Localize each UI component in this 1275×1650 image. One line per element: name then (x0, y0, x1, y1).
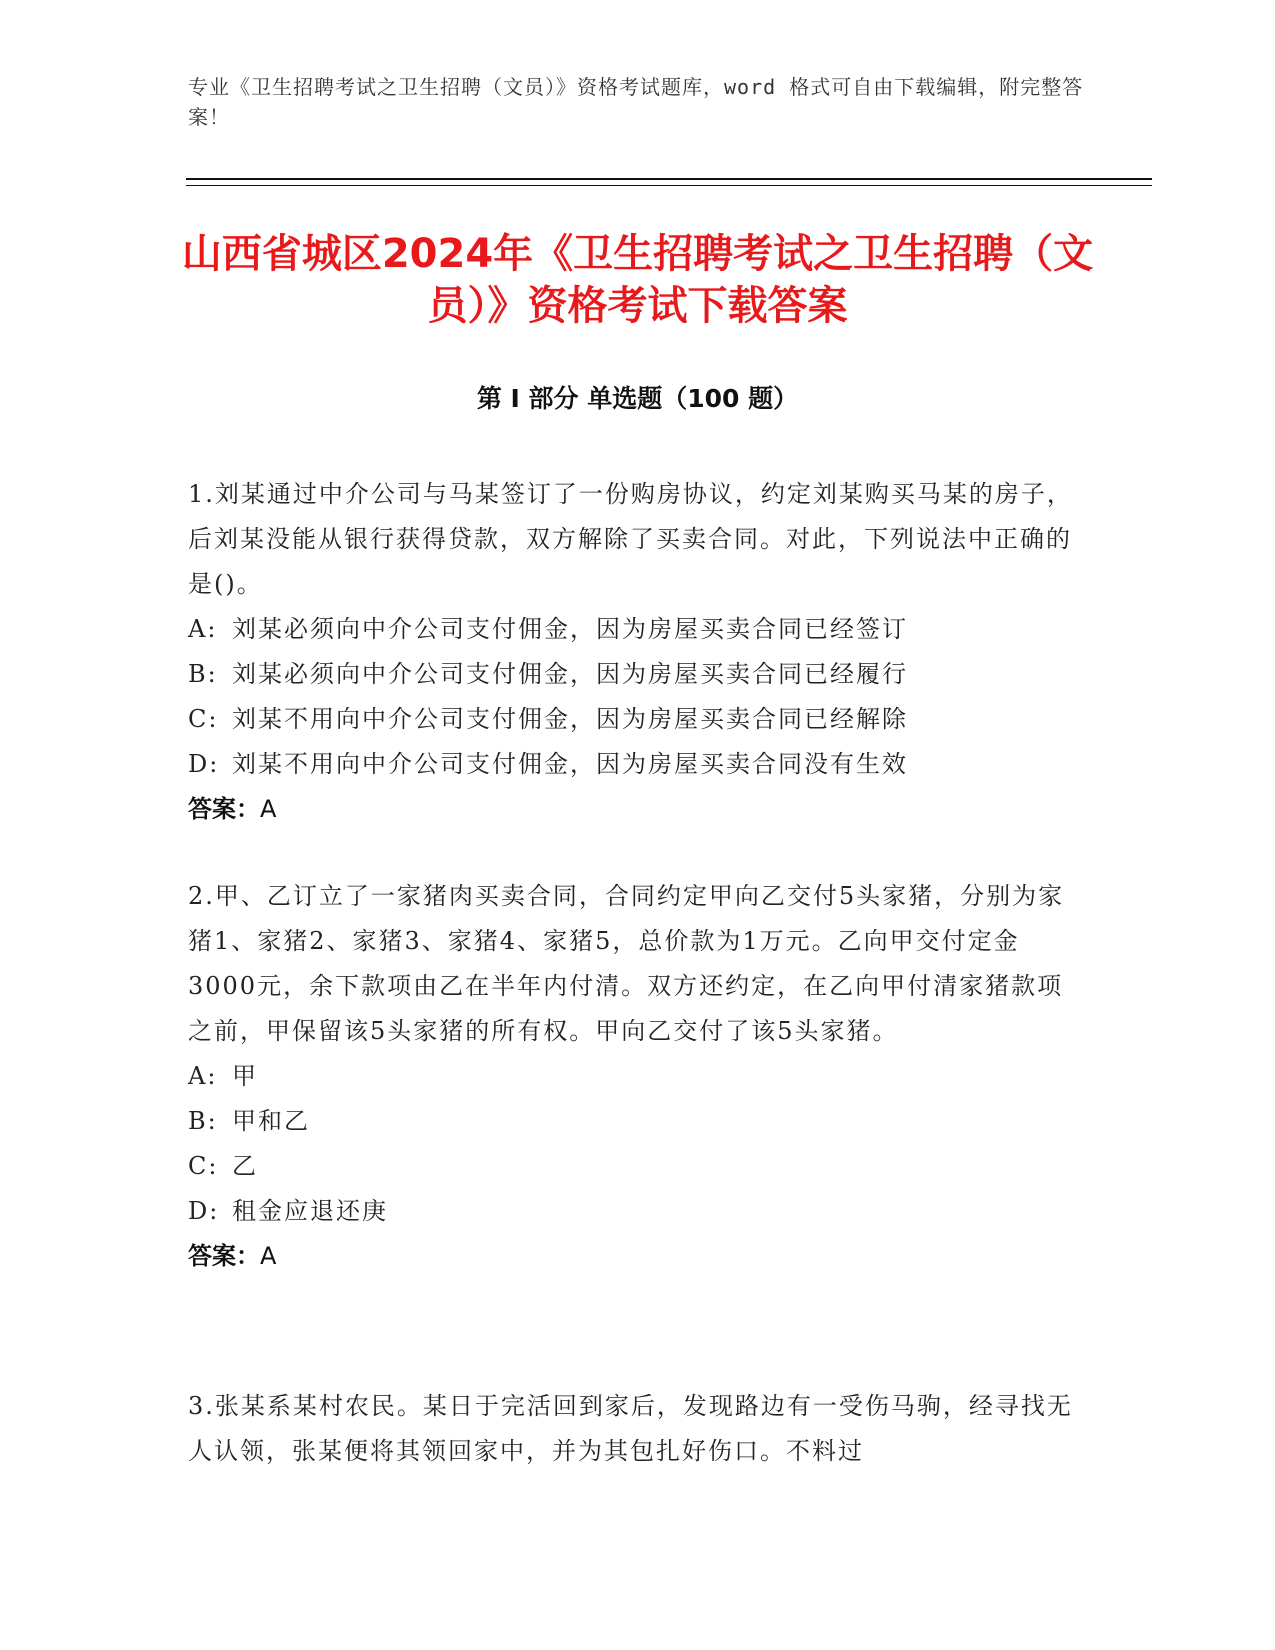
option-label: A: (188, 615, 218, 643)
option-text: 刘某必须向中介公司支付佣金，因为房屋买卖合同已经履行 (232, 660, 908, 688)
question-3 (188, 1384, 1088, 1474)
question-stem: 2.甲、乙订立了一家猪肉买卖合同，合同约定甲向乙交付5头家猪，分别为家猪1、家猪2、家猪3、家猪4、家猪5，总价款为1万元。乙向甲交付定金3000元，余下款项由乙在半年内付清。双方还约定，在乙向甲付清家猪款项之前，甲保留该5头家猪的所有权。甲向乙交付了该5头家猪。 (188, 882, 1065, 1045)
section-heading: 第 I 部分 单选题（100 题） (476, 384, 799, 413)
answer-label: 答案： (188, 1242, 260, 1270)
answer-label: 答案： (188, 795, 260, 823)
header-divider-thin (186, 185, 1152, 186)
answer-line (188, 787, 1088, 832)
option-label: B: (188, 1107, 218, 1135)
document-title: 山西省城区2024年《卫生招聘考试之卫生招聘（文员）》资格考试下载答案 (181, 231, 1094, 329)
answer-value: A (260, 795, 277, 823)
option-label: C: (188, 705, 219, 733)
option-text: 甲 (232, 1062, 258, 1090)
option-label: D: (188, 750, 220, 778)
option-a (188, 1054, 1088, 1099)
answer-line (188, 1234, 1088, 1279)
option-label: C: (188, 1152, 219, 1180)
header-divider-thick (186, 178, 1152, 180)
option-text: 刘某不用向中介公司支付佣金，因为房屋买卖合同没有生效 (232, 750, 908, 778)
option-d (188, 1189, 1088, 1234)
option-label: A: (188, 1062, 218, 1090)
question-stem: 3.张某系某村农民。某日于完活回到家后，发现路边有一受伤马驹，经寻找无人认领，张某便将其领回家中，并为其包扎好伤口。不料过 (188, 1392, 1073, 1465)
option-label: D: (188, 1197, 220, 1225)
option-d (188, 742, 1088, 787)
option-a (188, 607, 1088, 652)
question-1 (188, 472, 1088, 832)
answer-value: A (260, 1242, 277, 1270)
question-stem: 1.刘某通过中介公司与马某签订了一份购房协议，约定刘某购买马某的房子，后刘某没能从银行获得贷款，双方解除了买卖合同。对此，下列说法中正确的是()。 (188, 480, 1073, 598)
header-note: 专业《卫生招聘考试之卫生招聘（文员）》资格考试题库，word 格式可自由下载编辑，附完整答案！ (188, 75, 1084, 129)
option-text: 刘某不用向中介公司支付佣金，因为房屋买卖合同已经解除 (232, 705, 908, 733)
option-text: 刘某必须向中介公司支付佣金，因为房屋买卖合同已经签订 (232, 615, 908, 643)
option-text: 租金应退还庚 (232, 1197, 388, 1225)
question-2 (188, 874, 1088, 1279)
option-b (188, 1099, 1088, 1144)
option-text: 乙 (232, 1152, 258, 1180)
option-label: B: (188, 660, 218, 688)
option-text: 甲和乙 (232, 1107, 310, 1135)
option-c (188, 697, 1088, 742)
option-b (188, 652, 1088, 697)
option-c (188, 1144, 1088, 1189)
